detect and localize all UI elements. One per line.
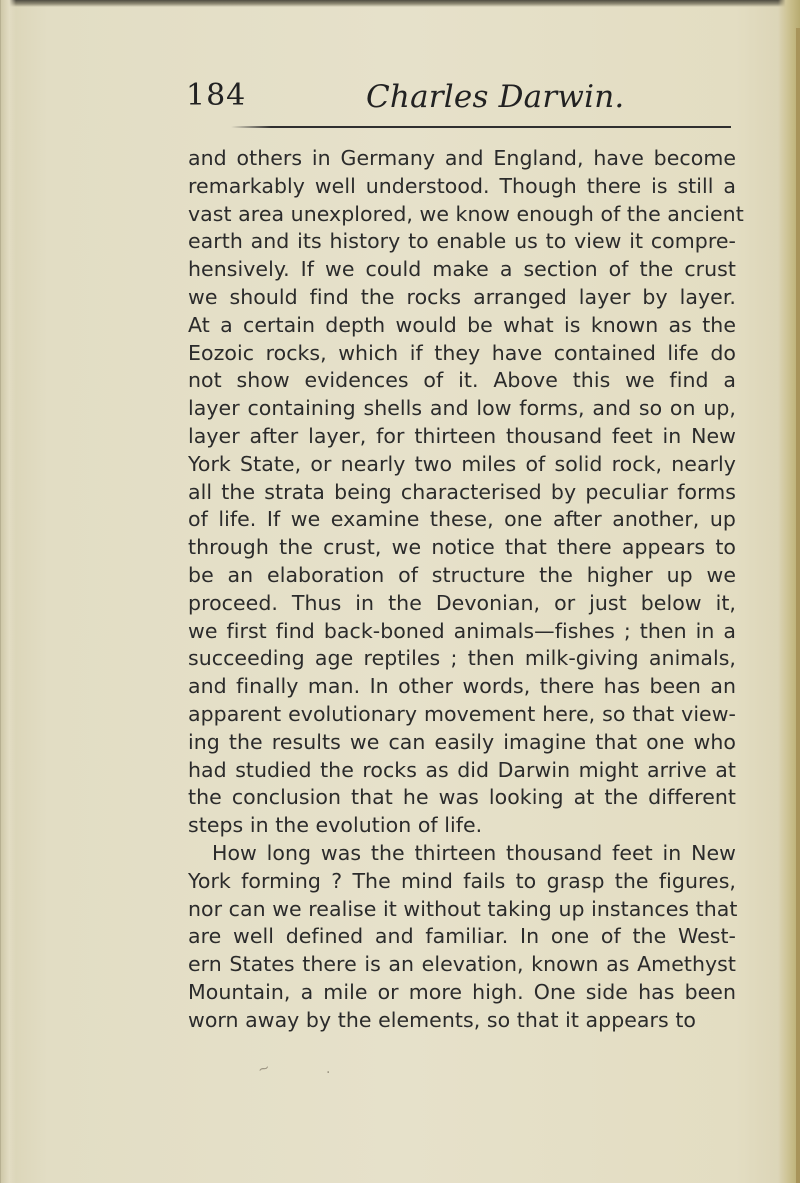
text-line: the conclusion that he was looking at the different — [188, 785, 736, 810]
text-line: all the strata being characterised by peculiar forms — [188, 479, 736, 504]
text-line: hensively. If we could make a section of the crust — [188, 257, 736, 282]
text-line: succeeding age reptiles ; then milk-giving animals, — [188, 646, 736, 671]
text-line: Mountain, a mile or more high. One side has been — [188, 979, 736, 1004]
text-line: of life. If we examine these, one after another, up — [188, 507, 736, 532]
text-line: be an elaboration of structure the higher up we — [188, 562, 736, 587]
printing-smudge-mark: ~ — [255, 1059, 272, 1079]
text-line: ing the results we can easily imagine that one who — [188, 729, 736, 754]
left-page-edge — [0, 0, 16, 1183]
text-line: nor can we realise it without taking up instances that — [188, 896, 738, 921]
text-line: earth and its history to enable us to view it compre- — [188, 229, 736, 254]
paragraph-1 — [188, 145, 744, 840]
text-line: At a certain depth would be what is known as the — [188, 312, 736, 337]
text-line: had studied the rocks as did Darwin might arrive at — [188, 757, 736, 782]
text-line: York State, or nearly two miles of solid rock, nearly — [188, 451, 736, 476]
text-line: How long was the thirteen thousand feet in New — [212, 840, 736, 865]
body-text — [188, 145, 744, 1035]
text-line: vast area unexplored, we know enough of the ancient — [188, 201, 744, 226]
page-number: 184 — [186, 78, 247, 113]
top-page-shadow — [0, 0, 800, 7]
text-line: we first find back-boned animals—fishes ; then in a — [188, 618, 736, 643]
text-line: are well defined and familiar. In one of the West- — [188, 924, 736, 949]
text-line: apparent evolutionary movement here, so that view- — [188, 701, 736, 726]
header-rule — [231, 126, 731, 128]
paragraph-2 — [188, 840, 736, 1035]
running-title: Charles Darwin. — [366, 79, 625, 115]
printing-smudge-mark: · — [326, 1065, 331, 1081]
text-line: steps in the evolution of life. — [188, 813, 483, 838]
text-line: Eozoic rocks, which if they have contained life do — [188, 340, 736, 365]
text-line: and finally man. In other words, there has been an — [188, 674, 736, 699]
text-line: York forming ? The mind fails to grasp the figures, — [188, 868, 736, 893]
text-line: worn away by the elements, so that it appears to — [188, 1007, 696, 1032]
text-line: proceed. Thus in the Devonian, or just below it, — [188, 590, 736, 615]
right-page-edge — [778, 0, 800, 1183]
page-header — [186, 78, 726, 124]
text-line: layer containing shells and low forms, and so on up, — [188, 396, 736, 421]
text-line: layer after layer, for thirteen thousand feet in New — [188, 423, 736, 448]
text-line: ern States there is an elevation, known as Amethyst — [188, 952, 736, 977]
text-line: and others in Germany and England, have become — [188, 146, 736, 170]
text-line: we should find the rocks arranged layer by layer. — [188, 284, 736, 309]
text-line: through the crust, we notice that there appears to — [188, 535, 736, 560]
text-line: remarkably well understood. Though there is still a — [188, 173, 736, 198]
text-line: not show evidences of it. Above this we find a — [188, 368, 736, 393]
